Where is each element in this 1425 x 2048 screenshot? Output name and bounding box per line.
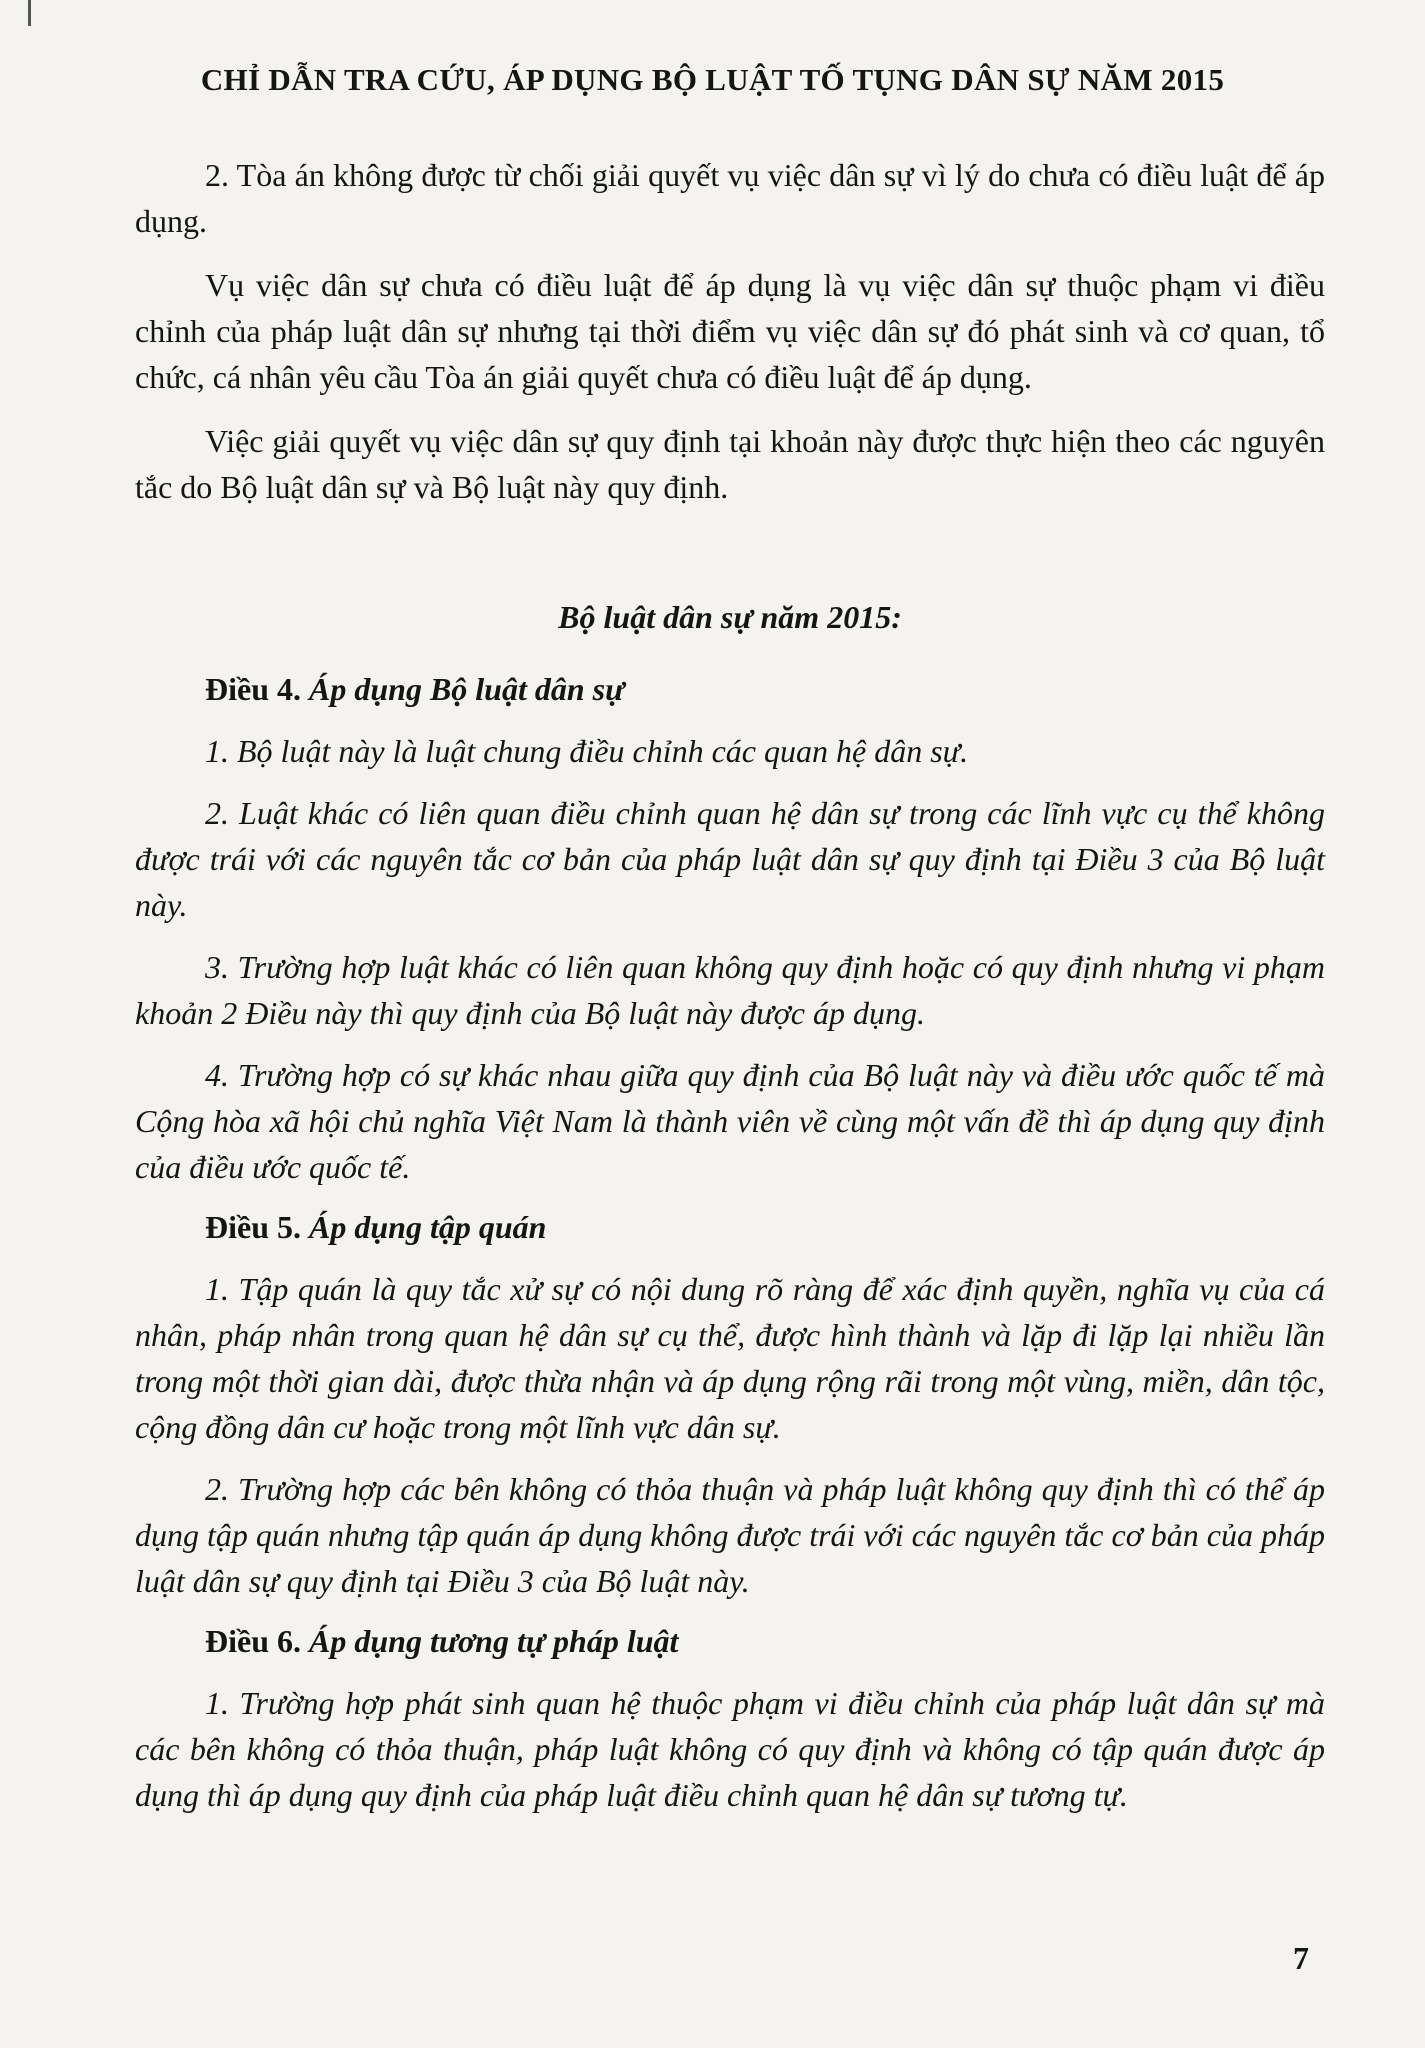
- clause: 2. Luật khác có liên quan điều chỉnh quan hệ dân sự trong các lĩnh vực cụ thể không được trái với các nguyên tắc cơ bản của pháp luật dân sự quy định tại Điều 3 của Bộ luật này.: [135, 795, 1325, 923]
- article-number: Điều 5.: [205, 1209, 301, 1245]
- intro-paragraph: Vụ việc dân sự chưa có điều luật để áp dụng là vụ việc dân sự thuộc phạm vi điều chỉnh của pháp luật dân sự nhưng tại thời điểm vụ việc dân sự đó phát sinh và cơ quan, tổ chức, cá nhân yêu cầu Tòa án giải quyết chưa có điều luật để áp dụng.: [135, 267, 1325, 395]
- article-number: Điều 6.: [205, 1623, 301, 1659]
- clause: 4. Trường hợp có sự khác nhau giữa quy định của Bộ luật này và điều ước quốc tế mà Cộng hòa xã hội chủ nghĩa Việt Nam là thành viên về cùng một vấn đề thì áp dụng quy định của điều ước quốc tế.: [135, 1057, 1325, 1185]
- clause: 1. Tập quán là quy tắc xử sự có nội dung rõ ràng để xác định quyền, nghĩa vụ của cá nhân, pháp nhân trong quan hệ dân sự cụ thể, được hình thành và lặp đi lặp lại nhiều lần trong một thời gian dài, được thừa nhận và áp dụng rộng rãi trong một vùng, miền, dân tộc, cộng đồng dân cư hoặc trong một lĩnh vực dân sự.: [135, 1271, 1325, 1445]
- article-6-heading: [135, 1618, 1325, 1664]
- article-5-body: [135, 1266, 1325, 1604]
- clause: 2. Trường hợp các bên không có thỏa thuận và pháp luật không quy định thì có thể áp dụng tập quán nhưng tập quán áp dụng không được trái với các nguyên tắc cơ bản của pháp luật dân sự quy định tại Điều 3 của Bộ luật này.: [135, 1471, 1325, 1599]
- article-4-body: [135, 728, 1325, 1190]
- article-number: Điều 4.: [205, 671, 301, 707]
- article-title: Áp dụng Bộ luật dân sự: [309, 671, 625, 707]
- article-5-heading: [135, 1204, 1325, 1250]
- article-title: Áp dụng tập quán: [309, 1209, 547, 1245]
- running-header: CHỈ DẪN TRA CỨU, ÁP DỤNG BỘ LUẬT TỐ TỤNG DÂN SỰ NĂM 2015: [200, 62, 1225, 97]
- page-content: [135, 152, 1325, 1818]
- page-edge-mark: [28, 0, 31, 26]
- article-4-heading: [135, 666, 1325, 712]
- clause: 1. Trường hợp phát sinh quan hệ thuộc phạm vi điều chỉnh của pháp luật dân sự mà các bên không có thỏa thuận, pháp luật không có quy định và không có tập quán được áp dụng thì áp dụng quy định của pháp luật điều chỉnh quan hệ dân sự tương tự.: [135, 1685, 1325, 1813]
- clause: 1. Bộ luật này là luật chung điều chỉnh các quan hệ dân sự.: [205, 733, 969, 769]
- intro-block: [135, 152, 1325, 510]
- article-title: Áp dụng tương tự pháp luật: [309, 1623, 679, 1659]
- page-number: 7: [1293, 1940, 1309, 1976]
- section-title: Bộ luật dân sự năm 2015:: [558, 599, 902, 635]
- intro-paragraph: Việc giải quyết vụ việc dân sự quy định tại khoản này được thực hiện theo các nguyên tắc do Bộ luật dân sự và Bộ luật này quy định.: [135, 423, 1325, 505]
- intro-paragraph: 2. Tòa án không được từ chối giải quyết vụ việc dân sự vì lý do chưa có điều luật để áp dụng.: [135, 157, 1325, 239]
- clause: 3. Trường hợp luật khác có liên quan không quy định hoặc có quy định nhưng vi phạm khoản 2 Điều này thì quy định của Bộ luật này được áp dụng.: [135, 949, 1325, 1031]
- article-6-body: [135, 1680, 1325, 1818]
